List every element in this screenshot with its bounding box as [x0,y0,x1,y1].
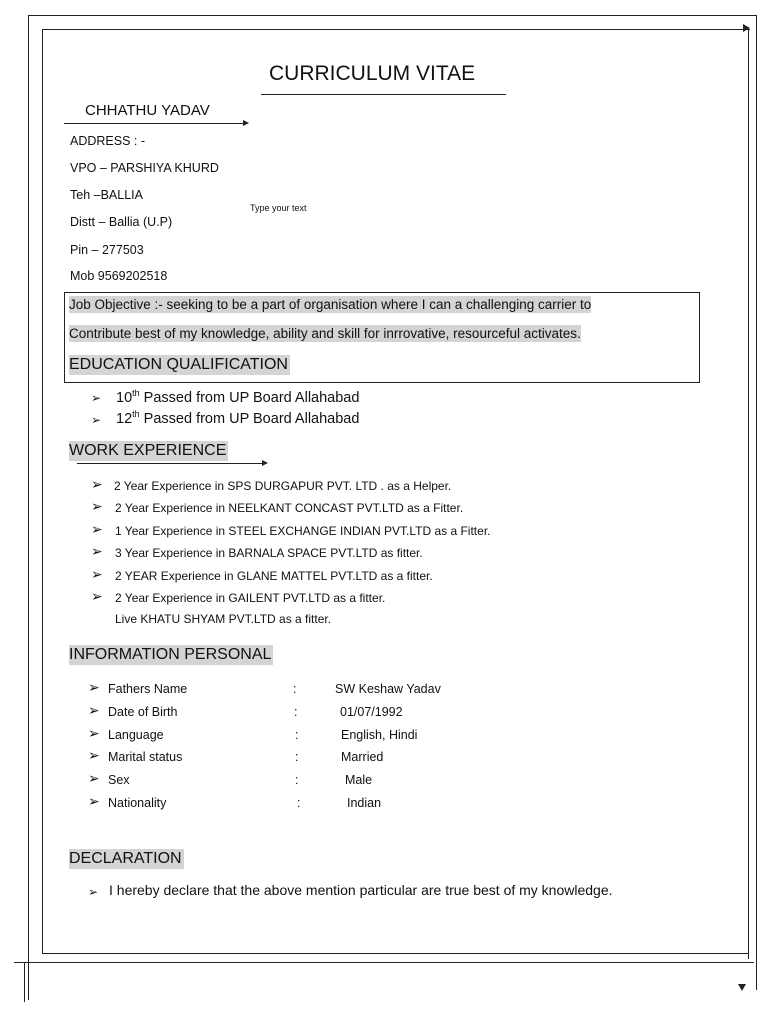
address-line: VPO – PARSHIYA KHURD [70,161,219,175]
address-label: ADDRESS : - [70,134,146,148]
frame-left-outer-line [28,15,29,1000]
frame-inner-top-line [42,29,750,30]
work-item: 2 Year Experience in GAILENT PVT.LTD as a fitter. [115,591,386,605]
bullet-arrow-icon: ➢ [91,413,102,427]
bullet-arrow-icon: ➢ [88,770,100,786]
arrow-head-icon [262,460,268,466]
declaration-text: I hereby declare that the above mention particular are true best of my knowledge. [109,882,613,898]
bullet-arrow-icon: ➢ [91,391,102,405]
frame-bottom-left-line [24,962,25,1002]
name-arrow-line [64,123,244,124]
bullet-arrow-icon: ➢ [91,498,103,514]
bullet-arrow-icon: ➢ [91,566,103,582]
education-heading: EDUCATION QUALIFICATION [69,356,288,373]
personal-label: Date of Birth [108,705,178,719]
address-line: Teh –BALLIA [70,188,143,202]
personal-label: Language [108,728,164,742]
frame-inner-right-line [748,29,749,959]
address-line: Pin – 277503 [70,243,144,257]
work-extra-line: Live KHATU SHYAM PVT.LTD as a fitter. [115,612,332,626]
frame-inner-bottom-line [42,953,748,954]
personal-separator: : [295,750,299,764]
bullet-arrow-icon: ➢ [91,588,103,604]
personal-label: Nationality [108,796,167,810]
bullet-arrow-icon: ➢ [88,885,99,899]
placeholder-text: Type your text [250,203,307,213]
work-item: 2 Year Experience in SPS DURGAPUR PVT. LTD . as a Helper. [114,479,452,493]
bullet-arrow-icon: ➢ [88,702,100,718]
objective-line: Job Objective :- seeking to be a part of organisation where I can a challenging carrier to [69,297,592,312]
bullet-arrow-icon: ➢ [91,543,103,559]
personal-label: Fathers Name [108,682,188,696]
objective-line: Contribute best of my knowledge, ability and skill for inrrovative, resourceful activates. [69,326,581,341]
candidate-name: CHHATHU YADAV [85,102,210,119]
personal-separator: : [293,682,297,696]
personal-heading: INFORMATION PERSONAL [69,646,272,663]
bullet-arrow-icon: ➢ [88,679,100,695]
arrow-head-icon [743,24,750,32]
declaration-heading: DECLARATION [69,850,182,867]
document-title: CURRICULUM VITAE [269,62,476,85]
work-item: 3 Year Experience in BARNALA SPACE PVT.LTD as fitter. [115,546,423,560]
title-underline [261,94,506,95]
work-item: 2 Year Experience in NEELKANT CONCAST PVT.LTD as a Fitter. [115,501,464,515]
personal-value: Married [341,750,384,764]
education-item: 12th Passed from UP Board Allahabad [116,409,360,427]
personal-value: Male [345,773,373,787]
education-item: 10th Passed from UP Board Allahabad [116,388,360,406]
bullet-arrow-icon: ➢ [88,793,100,809]
frame-inner-left-line [42,29,43,953]
personal-separator: : [295,728,299,742]
arrow-head-icon [243,120,249,126]
personal-value: 01/07/1992 [340,705,403,719]
frame-top-line [28,15,756,16]
personal-separator: : [294,705,298,719]
work-arrow-line [77,463,263,464]
work-item: 2 YEAR Experience in GLANE MATTEL PVT.LTD as a fitter. [115,569,433,583]
work-item: 1 Year Experience in STEEL EXCHANGE INDIAN PVT.LTD as a Fitter. [115,524,491,538]
bullet-arrow-icon: ➢ [88,725,100,741]
bullet-arrow-icon: ➢ [88,747,100,763]
personal-label: Marital status [108,750,183,764]
personal-value: SW Keshaw Yadav [335,682,441,696]
address-line: Distt – Ballia (U.P) [70,215,173,229]
personal-separator: : [297,796,301,810]
frame-right-outer-line [756,15,757,990]
frame-bottom-line [14,962,754,963]
personal-value: Indian [347,796,382,810]
personal-value: English, Hindi [341,728,418,742]
arrow-head-icon [738,984,746,991]
personal-separator: : [295,773,299,787]
personal-label: Sex [108,773,130,787]
work-heading: WORK EXPERIENCE [69,442,227,459]
bullet-arrow-icon: ➢ [91,476,103,492]
address-line: Mob 9569202518 [70,269,168,283]
bullet-arrow-icon: ➢ [91,521,103,537]
